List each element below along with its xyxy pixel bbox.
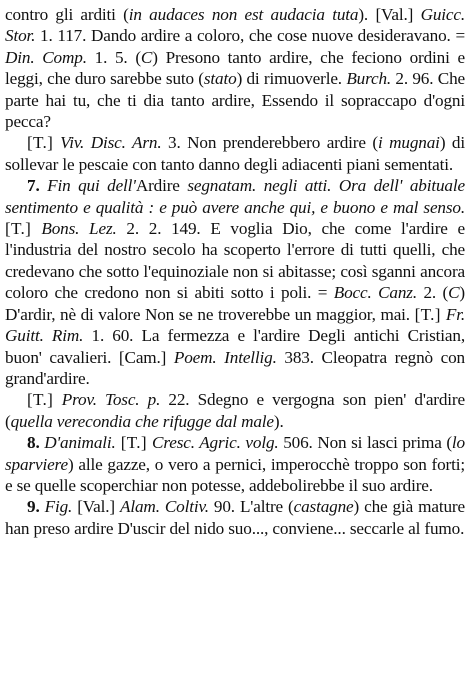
text-segment: 9. bbox=[27, 497, 45, 517]
text-segment: Ardire bbox=[135, 176, 188, 196]
text-segment: lo sparviere bbox=[5, 433, 465, 474]
text-segment: Bons. Lez. bbox=[41, 219, 117, 239]
text-segment: 2. ( bbox=[417, 283, 449, 303]
text-segment: 1. 5. ( bbox=[86, 47, 141, 67]
text-segment: ) di sollevar le pescaie con tanto danno degli adiacenti piani sementati. bbox=[5, 133, 465, 174]
text-segment: ) alle gazze, o vero a pernici, imperocchè troppo son forti; e se quelle scoperchiar non potesse, addebolirebbe il suo ardire. bbox=[5, 454, 465, 495]
entry-body bbox=[5, 4, 465, 539]
entry-paragraph bbox=[5, 4, 465, 132]
text-segment: segnatam. negli atti. Ora dell' abituale sentimento e qualità : e può avere anche qui, e buono e mal senso. bbox=[5, 176, 465, 217]
text-segment: Fig. bbox=[44, 497, 73, 517]
text-segment: 22. Sdegno e vergogna son pien' d'ardire ( bbox=[5, 390, 465, 431]
text-segment: ) di rimuoverle. bbox=[236, 69, 347, 89]
text-segment: ) D'ardir, nè di valore Non se ne troverebbe un maggior, mai. bbox=[5, 283, 465, 324]
text-segment: [T.] bbox=[27, 390, 62, 410]
text-segment: ) che già mature han preso ardire D'uscir del nido suo..., conviene... seccarle al fumo. bbox=[5, 497, 465, 538]
text-segment: Fr. Guitt. Rim. bbox=[5, 304, 465, 346]
text-segment: [T.] bbox=[115, 433, 153, 453]
text-segment: 2. 2. 149. E voglia Dio, che come l'ardire e l'industria del nostro secolo ha scoperto l'errore di tutti quelli, che credevano che sotto l'equinoziale non si abitasse; così sganni ancora coloro che credono non si abiti sotto i poli. = bbox=[5, 219, 465, 303]
text-segment: Viv. Disc. Arn. bbox=[60, 133, 162, 153]
text-segment: 2. 96. Che parte hai tu, che ti dia tanto ardire, Essendo il sopraccapo d'ogni pecca? bbox=[5, 69, 465, 132]
text-segment: Cresc. Agric. volg. bbox=[152, 433, 279, 453]
text-segment: 1. 117. Dando ardire a coloro, che cose nuove desideravano. = bbox=[35, 26, 465, 46]
text-segment: 383. Cleopatra regnò con grand'ardire. bbox=[5, 347, 465, 388]
text-segment: Alam. Coltiv. bbox=[120, 497, 209, 517]
text-segment: Fin qui dell' bbox=[47, 176, 136, 196]
text-segment: D'animali. bbox=[44, 433, 116, 453]
entry-paragraph bbox=[5, 175, 465, 389]
text-segment: contro gli arditi ( bbox=[5, 5, 129, 24]
text-segment: [Val.] bbox=[72, 497, 121, 517]
text-segment: Din. Comp. bbox=[5, 47, 87, 67]
text-segment: 8. bbox=[27, 433, 45, 453]
text-segment: ) Presono tanto ardire, che feciono ordini e leggi, che duro sarebbe suto ( bbox=[5, 47, 465, 89]
text-segment: Prov. Tosc. p. bbox=[61, 390, 161, 410]
text-segment: stato bbox=[203, 69, 237, 89]
text-segment: Guicc. Stor. bbox=[5, 5, 465, 46]
text-segment: Bocc. Canz. bbox=[333, 283, 417, 303]
text-segment: castagne bbox=[293, 497, 354, 517]
entry-paragraph bbox=[5, 432, 465, 496]
text-segment: 90. L'altre ( bbox=[208, 497, 294, 517]
text-segment: [T.] bbox=[414, 304, 446, 324]
text-segment: Burch. bbox=[346, 69, 392, 89]
text-segment: 506. Non si lasci prima ( bbox=[278, 433, 452, 453]
entry-paragraph bbox=[5, 496, 465, 539]
text-segment: Poem. Intellig. bbox=[173, 347, 277, 367]
entry-paragraph bbox=[5, 389, 465, 432]
text-segment: 1. 60. La fermezza e l'ardire Degli antichi Cristian, buon' cavalieri. [Cam.] bbox=[5, 326, 465, 367]
text-segment: ). bbox=[273, 411, 284, 431]
text-segment: quella verecondia che rifugge dal male bbox=[10, 411, 274, 431]
entry-paragraph bbox=[5, 132, 465, 175]
text-segment: ). [Val.] bbox=[358, 5, 421, 24]
text-segment: 7. bbox=[27, 176, 48, 196]
text-segment: in audaces non est audacia tuta bbox=[128, 5, 359, 24]
text-segment: [T.] bbox=[5, 219, 42, 239]
text-segment: [T.] bbox=[27, 133, 61, 153]
text-segment: C bbox=[448, 283, 460, 303]
text-segment: i mugnai bbox=[377, 133, 440, 153]
text-segment: C bbox=[140, 47, 153, 67]
text-segment: 3. Non prenderebbero ardire ( bbox=[161, 133, 378, 153]
